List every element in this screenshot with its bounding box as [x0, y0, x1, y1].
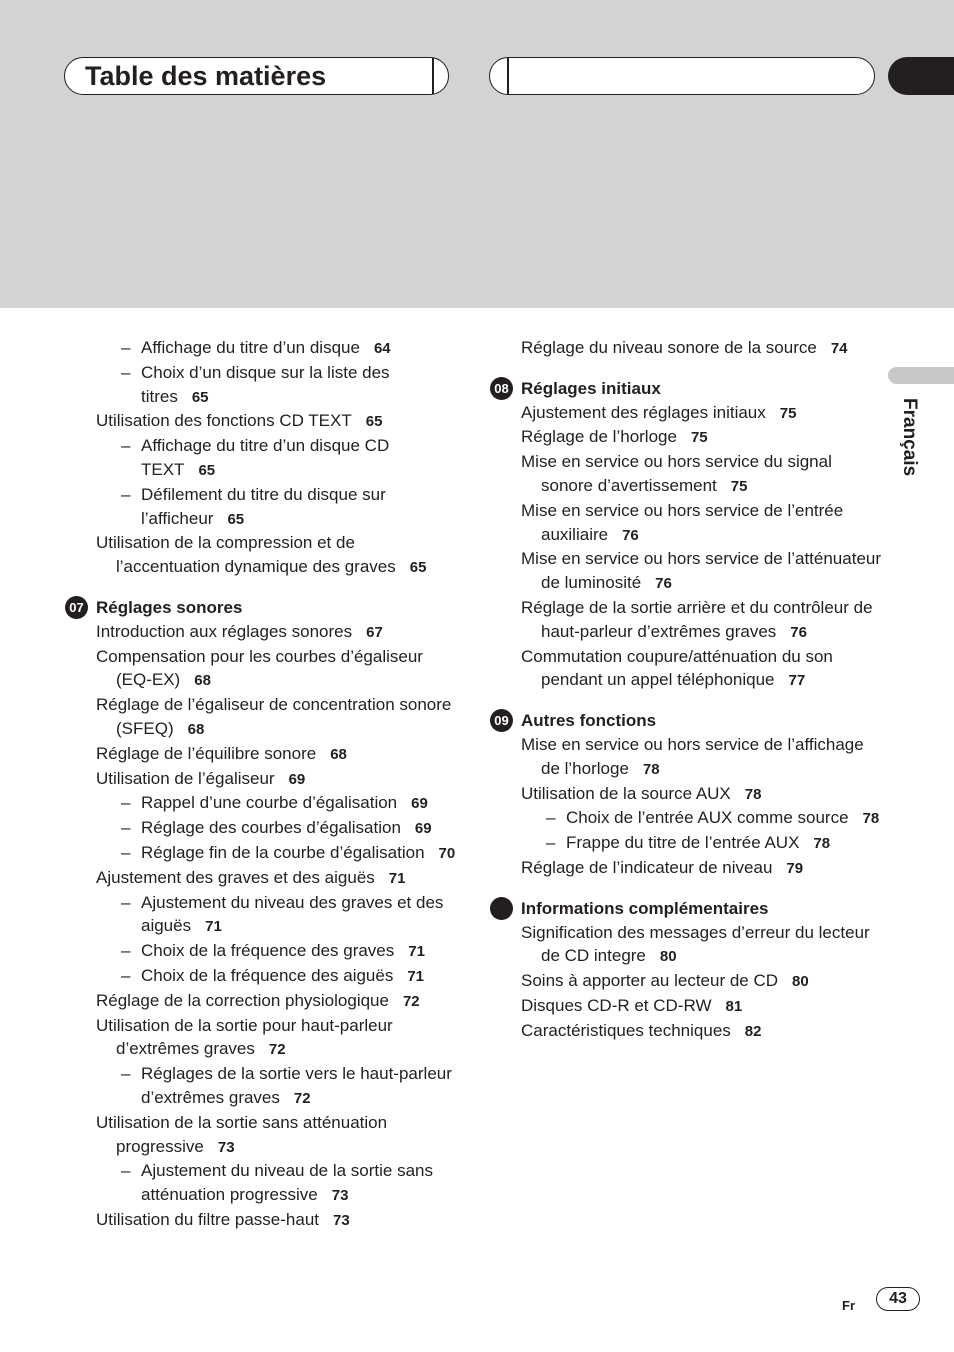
right-top-list — [521, 336, 881, 361]
dash-bullet: – — [121, 362, 131, 382]
dash-bullet: – — [121, 965, 131, 985]
toc-entry-text: Ajustement du niveau de la sortie sans atténuation progressive — [141, 1161, 434, 1205]
toc-entry-text: Réglages de la sortie vers le haut-parleur d’extrêmes graves — [141, 1064, 452, 1107]
dash-bullet: – — [121, 818, 131, 838]
title-box-divider — [432, 58, 434, 94]
section-07-heading[interactable] — [69, 596, 456, 620]
blank-header-box — [489, 57, 875, 95]
dash-bullet: – — [121, 793, 131, 813]
toc-entry-text: Caractéristiques techniques — [521, 1020, 731, 1040]
toc-entry-page: 78 — [813, 835, 831, 853]
toc-entry-page: 72 — [402, 992, 420, 1010]
toc-entry[interactable] — [96, 816, 456, 841]
toc-entry[interactable] — [521, 401, 881, 426]
toc-entry[interactable] — [96, 989, 456, 1014]
section-title: Réglages initiaux — [521, 378, 661, 398]
dash-bullet: – — [121, 842, 131, 862]
section-09-heading[interactable] — [494, 709, 881, 733]
toc-entry[interactable] — [96, 1062, 456, 1111]
toc-entry-page: 71 — [408, 943, 425, 961]
title-box — [64, 57, 449, 95]
chapter-tab — [888, 57, 954, 95]
toc-entry-text: Utilisation des fonctions CD TEXT — [96, 411, 352, 431]
toc-entry-page: 78 — [744, 785, 762, 803]
blank-box-divider — [507, 58, 509, 94]
section-title: Autres fonctions — [521, 711, 657, 731]
toc-entry-text: Utilisation de la sortie pour haut-parleur d’extrêmes graves — [96, 1015, 393, 1059]
toc-entry-text: Réglage de la correction physiologique — [96, 990, 389, 1010]
toc-entry-page: 76 — [655, 575, 672, 593]
toc-entry[interactable] — [96, 1014, 456, 1063]
toc-entry[interactable] — [96, 939, 456, 964]
toc-entry-text: Frappe du titre de l’entrée AUX — [566, 833, 800, 853]
page-number: 43 — [876, 1287, 920, 1311]
section-title: Réglages sonores — [96, 597, 243, 617]
toc-entry-page: 65 — [198, 461, 216, 479]
toc-entry-text: Réglage de l’équilibre sonore — [96, 743, 317, 763]
toc-entry-page: 78 — [642, 760, 660, 778]
section-08-list — [521, 401, 881, 694]
toc-entry-page: 76 — [790, 623, 807, 641]
toc-entry[interactable] — [521, 921, 881, 970]
toc-entry-text: Choix de la fréquence des graves — [141, 941, 395, 961]
toc-entry[interactable] — [521, 969, 881, 994]
toc-entry[interactable] — [96, 361, 456, 410]
toc-entry-text: Ajustement du niveau des graves et des aiguës — [141, 892, 444, 936]
spacer — [521, 881, 881, 897]
section-info-list — [521, 921, 881, 1044]
toc-entry-text: Utilisation de la compression et de l’accentuation dynamique des graves — [96, 533, 396, 577]
section-badge: 07 — [65, 596, 88, 619]
toc-entry-text: Réglage de l’horloge — [521, 427, 677, 447]
toc-entry-text: Disques CD-R et CD-RW — [521, 995, 712, 1015]
dash-bullet: – — [121, 484, 131, 504]
toc-entry-text: Utilisation de la source AUX — [521, 783, 731, 803]
page-title: Table des matières — [85, 61, 327, 91]
toc-entry[interactable] — [96, 742, 456, 767]
dash-bullet: – — [121, 1064, 131, 1084]
toc-entry-text: Choix de l’entrée AUX comme source — [566, 808, 849, 828]
dash-bullet: – — [546, 808, 556, 828]
toc-entry-text: Ajustement des réglages initiaux — [521, 402, 766, 422]
toc-entry-text: Mise en service ou hors service du signal sonore d’avertissement — [521, 452, 832, 495]
toc-entry-text: Mise en service ou hors service de l’affichage de l’horloge — [521, 734, 864, 778]
toc-entry-text: Réglage de l’indicateur de niveau — [521, 857, 773, 877]
toc-entry-text: Commutation coupure/atténuation du son pendant un appel téléphonique — [521, 646, 833, 690]
toc-entry-text: Mise en service ou hors service de l’entrée auxiliaire — [521, 500, 844, 544]
toc-entry[interactable] — [96, 841, 456, 866]
section-badge — [490, 897, 513, 920]
toc-entry-text: Ajustement des graves et des aiguës — [96, 867, 375, 887]
toc-entry[interactable] — [521, 733, 881, 782]
dash-bullet: – — [546, 833, 556, 853]
toc-entry-page: 75 — [690, 429, 708, 447]
toc-entry-page: 69 — [411, 795, 428, 813]
toc-entry[interactable] — [96, 336, 456, 361]
toc-entry[interactable] — [96, 964, 456, 989]
toc-entry-text: Réglage de la sortie arrière et du contrôleur de haut-parleur d’extrêmes graves — [521, 597, 873, 641]
language-tab-marker — [888, 367, 954, 384]
toc-entry-text: Réglage de l’égaliseur de concentration sonore (SFEQ) — [96, 695, 452, 738]
toc-entry[interactable] — [96, 791, 456, 816]
toc-entry[interactable] — [96, 891, 456, 940]
toc-entry[interactable] — [521, 596, 881, 645]
toc-entry-text: Introduction aux réglages sonores — [96, 621, 353, 641]
section-title: Informations complémentaires — [521, 898, 769, 918]
toc-entry-page: 74 — [830, 340, 848, 357]
toc-entry-page: 67 — [366, 623, 383, 641]
toc-entry-page: 65 — [409, 559, 427, 577]
toc-entry[interactable] — [521, 856, 881, 881]
toc-entry-text: Affichage du titre d’un disque — [141, 338, 360, 357]
toc-entry[interactable] — [521, 645, 881, 694]
toc-entry-text: Utilisation de la sortie sans atténuation progressive — [96, 1112, 388, 1156]
toc-entry[interactable] — [96, 866, 456, 891]
toc-right-column — [494, 336, 882, 1044]
toc-entry-page: 77 — [788, 672, 806, 690]
toc-entry[interactable] — [96, 409, 456, 434]
toc-entry-text: Défilement du titre du disque sur l’afficheur — [141, 484, 386, 528]
toc-entry-page: 81 — [725, 997, 743, 1015]
toc-entry-page: 76 — [622, 526, 639, 544]
toc-entry-page: 71 — [205, 918, 222, 936]
toc-entry[interactable] — [521, 336, 881, 361]
toc-entry-page: 75 — [730, 477, 748, 495]
spacer — [521, 361, 881, 377]
language-label: Français — [899, 398, 920, 477]
toc-entry-page: 73 — [331, 1187, 349, 1205]
header-band — [0, 0, 954, 308]
toc-entry-text: Réglage du niveau sonore de la source — [521, 338, 817, 357]
toc-entry[interactable] — [96, 434, 456, 483]
toc-entry[interactable] — [521, 499, 881, 548]
section-08-heading[interactable] — [494, 377, 881, 401]
toc-entry-text: Utilisation de l’égaliseur — [96, 768, 275, 788]
toc-entry-text: Choix de la fréquence des aiguës — [141, 965, 394, 985]
dash-bullet: – — [121, 436, 131, 456]
toc-entry-text: Choix d’un disque sur la liste des titres — [141, 362, 390, 406]
toc-entry-text: Mise en service ou hors service de l’atténuateur de luminosité — [521, 549, 882, 593]
toc-entry-text: Signification des messages d’erreur du lecteur de CD integre — [521, 922, 870, 966]
toc-entry[interactable] — [96, 1159, 456, 1208]
dash-bullet: – — [121, 338, 131, 357]
toc-left-column — [69, 336, 456, 1233]
dash-bullet: – — [121, 892, 131, 912]
toc-entry-text: Affichage du titre d’un disque CD TEXT — [141, 436, 390, 479]
toc-entry-page: 78 — [862, 810, 880, 828]
toc-entry[interactable] — [521, 1019, 881, 1044]
toc-entry[interactable] — [521, 547, 881, 596]
spacer — [96, 580, 456, 596]
toc-entry-page: 73 — [217, 1138, 235, 1156]
dash-bullet: – — [121, 941, 131, 961]
section-badge: 09 — [490, 709, 513, 732]
toc-entry-page: 65 — [191, 388, 209, 406]
toc-entry-text: Compensation pour les courbes d’égaliseur (EQ-EX) — [96, 646, 423, 690]
toc-entry-page: 64 — [373, 340, 391, 357]
toc-entry-page: 75 — [779, 404, 797, 422]
spacer — [521, 693, 881, 709]
toc-entry[interactable] — [96, 620, 456, 645]
toc-entry-page: 70 — [438, 844, 456, 862]
toc-entry[interactable] — [521, 450, 881, 499]
toc-entry-page: 82 — [744, 1022, 762, 1040]
toc-entry-page: 68 — [187, 720, 205, 738]
toc-entry-text: Soins à apporter au lecteur de CD — [521, 971, 779, 991]
toc-entry-page: 79 — [786, 859, 804, 877]
toc-entry-page: 65 — [365, 413, 383, 431]
toc-entry-page: 73 — [333, 1211, 350, 1229]
toc-entry-page: 80 — [659, 948, 677, 966]
toc-entry-page: 68 — [194, 672, 211, 690]
footer-language-code: Fr — [842, 1298, 855, 1313]
toc-entry[interactable] — [521, 806, 881, 831]
dash-bullet: – — [121, 1161, 131, 1181]
toc-entry-page: 68 — [330, 745, 347, 763]
toc-entry-page: 69 — [288, 770, 306, 788]
toc-entry-text: Réglage des courbes d’égalisation — [141, 818, 401, 838]
section-09-list — [521, 733, 881, 881]
toc-entry[interactable] — [96, 1111, 456, 1160]
section-07-list — [96, 620, 456, 1233]
section-badge: 08 — [490, 377, 513, 400]
toc-entry-page: 72 — [268, 1041, 286, 1059]
toc-entry[interactable] — [521, 425, 881, 450]
left-top-list — [96, 336, 456, 580]
toc-entry[interactable] — [521, 782, 881, 807]
toc-entry-page: 71 — [388, 869, 406, 887]
toc-entry[interactable] — [96, 483, 456, 532]
toc-entry[interactable] — [521, 831, 881, 856]
toc-entry-page: 72 — [293, 1089, 311, 1107]
toc-entry-text: Rappel d’une courbe d’égalisation — [141, 793, 398, 813]
toc-entry[interactable] — [96, 531, 456, 580]
toc-entry[interactable] — [96, 693, 456, 742]
section-info-heading[interactable] — [521, 897, 881, 921]
toc-entry-page: 71 — [407, 967, 425, 985]
toc-entry-page: 69 — [414, 820, 432, 838]
toc-entry-text: Utilisation du filtre passe-haut — [96, 1209, 320, 1229]
toc-entry[interactable] — [96, 767, 456, 792]
toc-entry-page: 65 — [227, 510, 245, 528]
toc-entry[interactable] — [521, 994, 881, 1019]
toc-entry-page: 80 — [792, 973, 809, 991]
toc-entry[interactable] — [96, 645, 456, 694]
toc-entry-text: Réglage fin de la courbe d’égalisation — [141, 842, 425, 862]
toc-entry[interactable] — [96, 1208, 456, 1233]
